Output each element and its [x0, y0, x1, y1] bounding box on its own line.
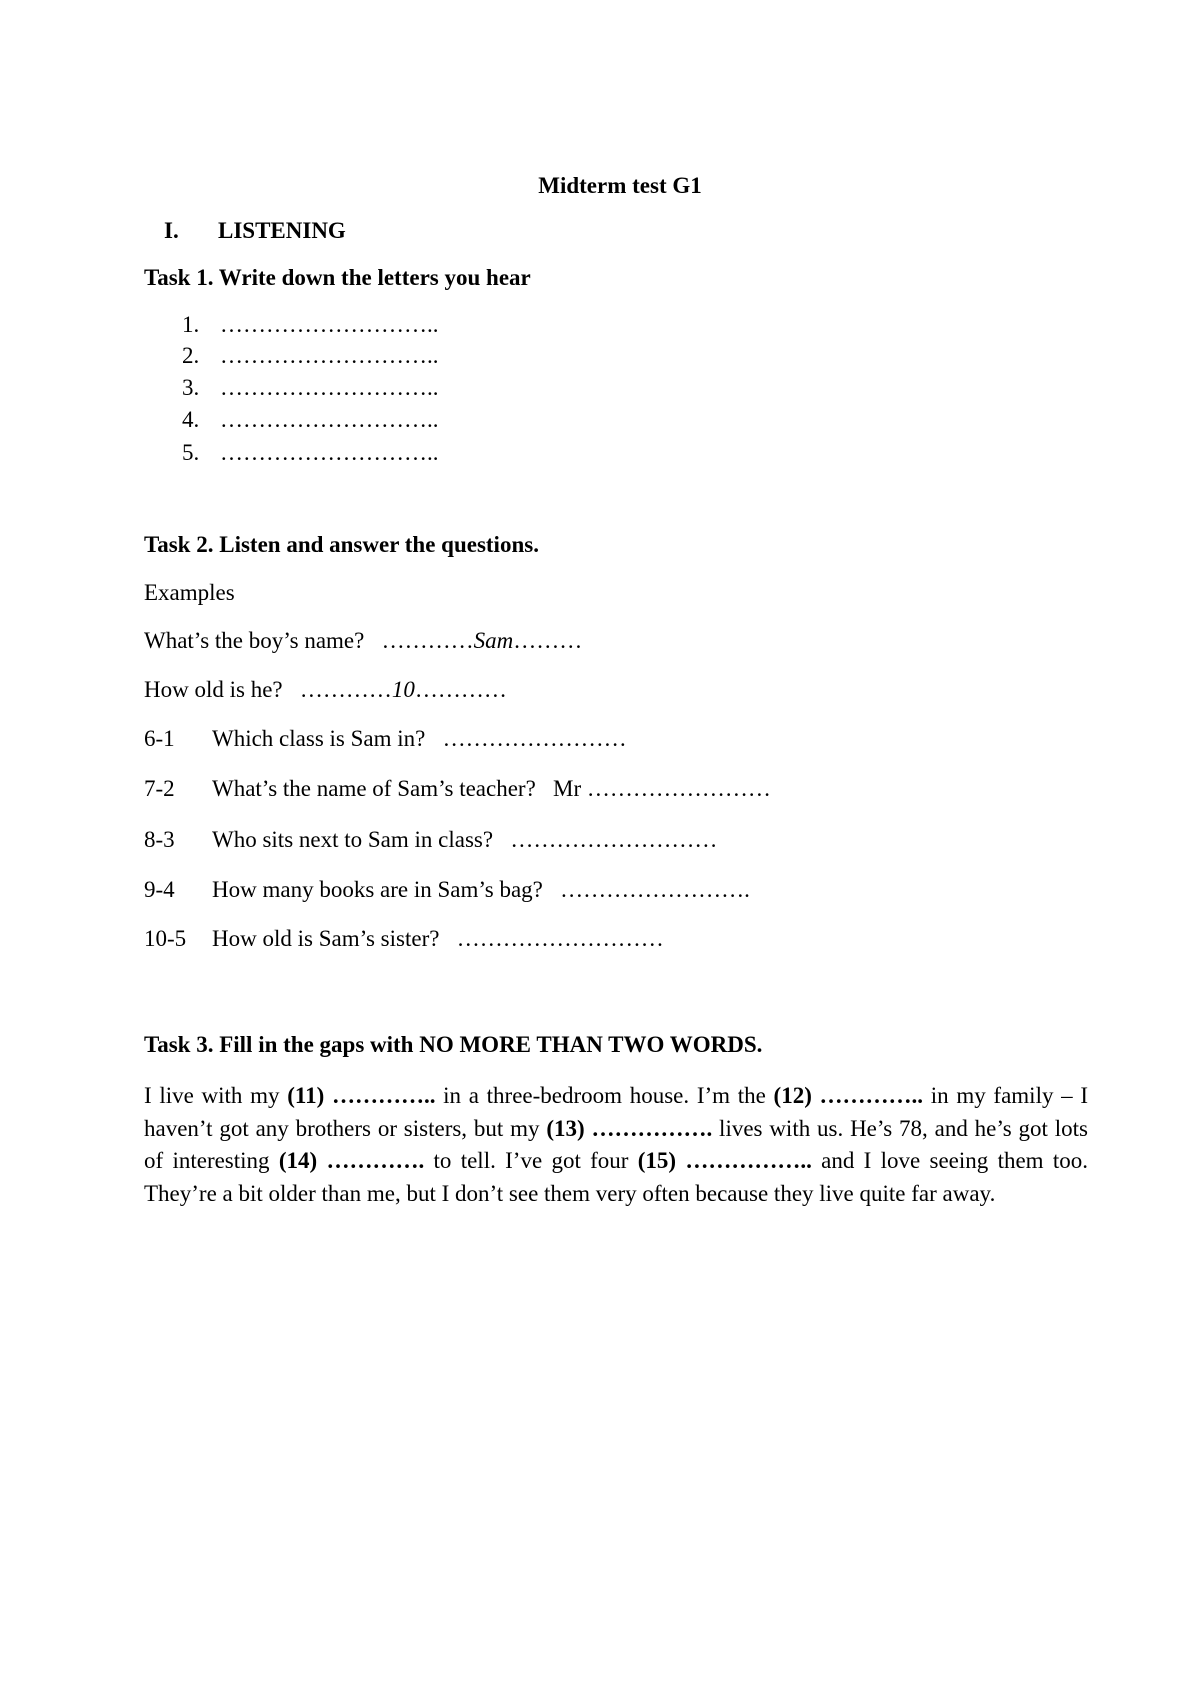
answer-blank: ……………………….. — [220, 407, 439, 432]
list-item — [182, 343, 439, 369]
question-row — [144, 827, 717, 853]
question-row — [144, 926, 664, 952]
question-number: 8-3 — [144, 827, 175, 852]
gap-number-11: (11) — [287, 1083, 325, 1108]
item-number: 4. — [182, 407, 200, 432]
dots: ………… — [299, 677, 392, 702]
answer-blank: ……………………….. — [220, 343, 439, 368]
gap-blank-15: …………….. — [676, 1148, 812, 1173]
example-row — [144, 628, 582, 654]
list-item — [182, 440, 439, 466]
answer-blank: …………………… — [586, 776, 771, 801]
question-row — [144, 877, 750, 903]
question-number: 9-4 — [144, 877, 175, 902]
page-title: Midterm test G1 — [538, 173, 702, 198]
gap-blank-13: ……………. — [584, 1115, 713, 1141]
gap-fill-paragraph — [144, 1080, 1088, 1210]
gap-number-12: (12) — [773, 1083, 812, 1108]
question-text: What’s the name of Sam’s teacher? — [212, 776, 536, 801]
item-number: 5. — [182, 440, 200, 465]
example-question: How old is he? — [144, 677, 283, 702]
section-title: LISTENING — [218, 218, 346, 243]
section-numeral: I. — [164, 218, 179, 243]
example-row — [144, 677, 507, 703]
item-number: 2. — [182, 343, 200, 368]
task1-heading: Task 1. Write down the letters you hear — [144, 265, 531, 290]
gap-number-15: (15) — [637, 1148, 677, 1173]
examples-label: Examples — [144, 580, 235, 605]
item-number: 3. — [182, 375, 200, 400]
list-item — [182, 312, 439, 338]
list-item — [182, 407, 439, 433]
answer-blank: ……………………….. — [220, 312, 439, 337]
question-number: 7-2 — [144, 776, 175, 801]
dots: ………… — [414, 677, 507, 702]
question-number: 6-1 — [144, 726, 175, 751]
paragraph-text: to tell. I’ve got four — [424, 1148, 638, 1173]
gap-blank-14: …………. — [317, 1148, 425, 1173]
question-row — [144, 776, 771, 802]
question-row — [144, 726, 627, 752]
answer-blank: ……………………….. — [220, 440, 439, 465]
gap-blank-12: ………….. — [811, 1083, 924, 1108]
example-question: What’s the boy’s name? — [144, 628, 365, 653]
question-text: How old is Sam’s sister? — [212, 926, 440, 951]
list-item — [182, 375, 439, 401]
answer-blank: ……………………… — [510, 827, 718, 852]
gap-number-14: (14) — [278, 1148, 318, 1173]
paragraph-text: I live with my — [144, 1083, 288, 1108]
dots: ……… — [513, 628, 583, 653]
answer-blank: ……………………… — [456, 926, 664, 951]
answer-blank: ……………………. — [560, 877, 750, 902]
paragraph-text: lives with us. He’s 78, and he’s got lots of interesting — [144, 1115, 1088, 1173]
paragraph-text: in a three-bedroom house. I’m the — [435, 1083, 774, 1108]
answer-blank: ……………………….. — [220, 375, 439, 400]
paragraph-text: and I love seeing them too. They’re a bit older than me, but I don’t see them very often because they live quite far away. — [144, 1148, 1088, 1206]
question-text: Who sits next to Sam in class? — [212, 827, 494, 852]
item-number: 1. — [182, 312, 200, 337]
answer-blank: …………………… — [442, 726, 627, 751]
question-number: 10-5 — [144, 926, 187, 951]
question-text: Which class is Sam in? — [212, 726, 426, 751]
task2-heading: Task 2. Listen and answer the questions. — [144, 532, 539, 557]
example-answer: 10 — [391, 677, 415, 702]
gap-number-13: (13) — [546, 1115, 585, 1141]
task3-heading: Task 3. Fill in the gaps with NO MORE THAN TWO WORDS. — [144, 1032, 763, 1057]
paragraph-text: in my family – I haven’t got any brothers or sisters, but my — [144, 1083, 1089, 1141]
dots: ………… — [381, 628, 474, 653]
answer-prefix: Mr — [553, 776, 582, 801]
example-answer: Sam — [473, 628, 514, 653]
gap-blank-11: ………….. — [324, 1083, 436, 1108]
question-text: How many books are in Sam’s bag? — [212, 877, 543, 902]
